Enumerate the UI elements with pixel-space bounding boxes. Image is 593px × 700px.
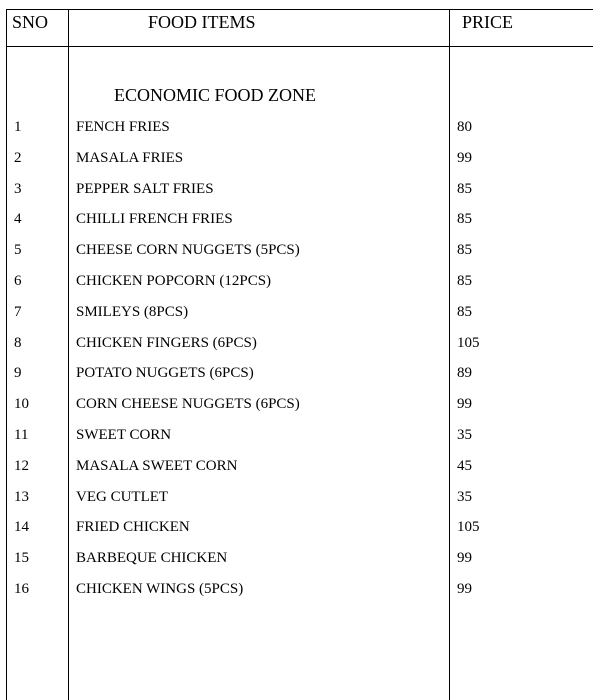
row-sno: 16	[14, 580, 29, 597]
row-sno: 9	[14, 365, 22, 382]
row-item-name: PEPPER SALT FRIES	[76, 180, 214, 197]
table-row	[0, 456, 593, 487]
row-price: 85	[457, 211, 472, 228]
row-price: 85	[457, 242, 472, 259]
table-row	[0, 363, 593, 394]
row-item-name: FENCH FRIES	[76, 119, 170, 135]
row-item-name: CORN CHEESE NUGGETS (6PCS)	[76, 396, 300, 413]
row-price: 85	[457, 180, 472, 197]
row-item-name: BARBEQUE CHICKEN	[76, 550, 228, 567]
header-food-items: FOOD ITEMS	[148, 12, 256, 32]
row-item-name: FRIED CHICKEN	[76, 519, 190, 536]
row-sno: 4	[14, 211, 22, 228]
row-price: 85	[457, 272, 472, 289]
table-row	[0, 302, 593, 333]
header-price: PRICE	[462, 12, 514, 32]
table-row	[0, 148, 593, 179]
row-item-name: CHICKEN WINGS (5PCS)	[76, 580, 244, 597]
header-sno: SNO	[12, 12, 49, 32]
row-item-name: SMILEYS (8PCS)	[76, 303, 189, 320]
row-sno: 2	[14, 149, 22, 166]
row-price: 99	[457, 580, 472, 597]
row-price: 105	[457, 334, 480, 351]
row-sno: 3	[14, 180, 22, 197]
row-sno: 7	[14, 303, 22, 320]
row-sno: 13	[14, 488, 29, 505]
row-sno: 12	[14, 457, 29, 474]
row-sno: 5	[14, 242, 22, 259]
row-item-name: CHICKEN POPCORN (12PCS)	[76, 272, 272, 289]
row-item-name: CHEESE CORN NUGGETS (5PCS)	[76, 242, 300, 259]
row-item-name: CHICKEN FINGERS (6PCS)	[76, 334, 257, 351]
row-item-name: MASALA FRIES	[76, 149, 184, 166]
row-sno: 15	[14, 550, 29, 567]
row-price: 45	[457, 457, 472, 474]
table-row	[0, 548, 593, 579]
row-item-name: SWEET CORN	[76, 426, 172, 443]
row-price: 80	[457, 119, 472, 135]
row-sno: 10	[14, 396, 29, 413]
row-price: 35	[457, 488, 472, 505]
table-row	[0, 579, 593, 610]
row-price: 105	[457, 519, 480, 536]
item-list	[0, 117, 593, 610]
header-bottom-border	[6, 46, 593, 47]
table-row	[0, 209, 593, 240]
table-row	[0, 425, 593, 456]
table-row	[0, 394, 593, 425]
table-row	[0, 117, 593, 148]
row-price: 99	[457, 396, 472, 413]
row-sno: 11	[14, 426, 29, 443]
table-top-border	[6, 9, 593, 10]
row-sno: 6	[14, 272, 22, 289]
table-row	[0, 240, 593, 271]
row-sno: 8	[14, 334, 22, 351]
row-price: 99	[457, 550, 472, 567]
row-price: 35	[457, 426, 472, 443]
table-row	[0, 517, 593, 548]
row-sno: 14	[14, 519, 29, 536]
row-price: 99	[457, 149, 472, 166]
row-item-name: POTATO NUGGETS (6PCS)	[76, 365, 254, 382]
table-row	[0, 179, 593, 210]
table-row	[0, 487, 593, 518]
row-item-name: VEG CUTLET	[76, 488, 169, 505]
section-title: ECONOMIC FOOD ZONE	[114, 85, 316, 105]
row-item-name: CHILLI FRENCH FRIES	[76, 211, 233, 228]
row-price: 89	[457, 365, 472, 382]
table-row	[0, 333, 593, 364]
row-sno: 1	[14, 119, 22, 135]
row-price: 85	[457, 303, 472, 320]
table-row	[0, 271, 593, 302]
row-item-name: MASALA SWEET CORN	[76, 457, 238, 474]
